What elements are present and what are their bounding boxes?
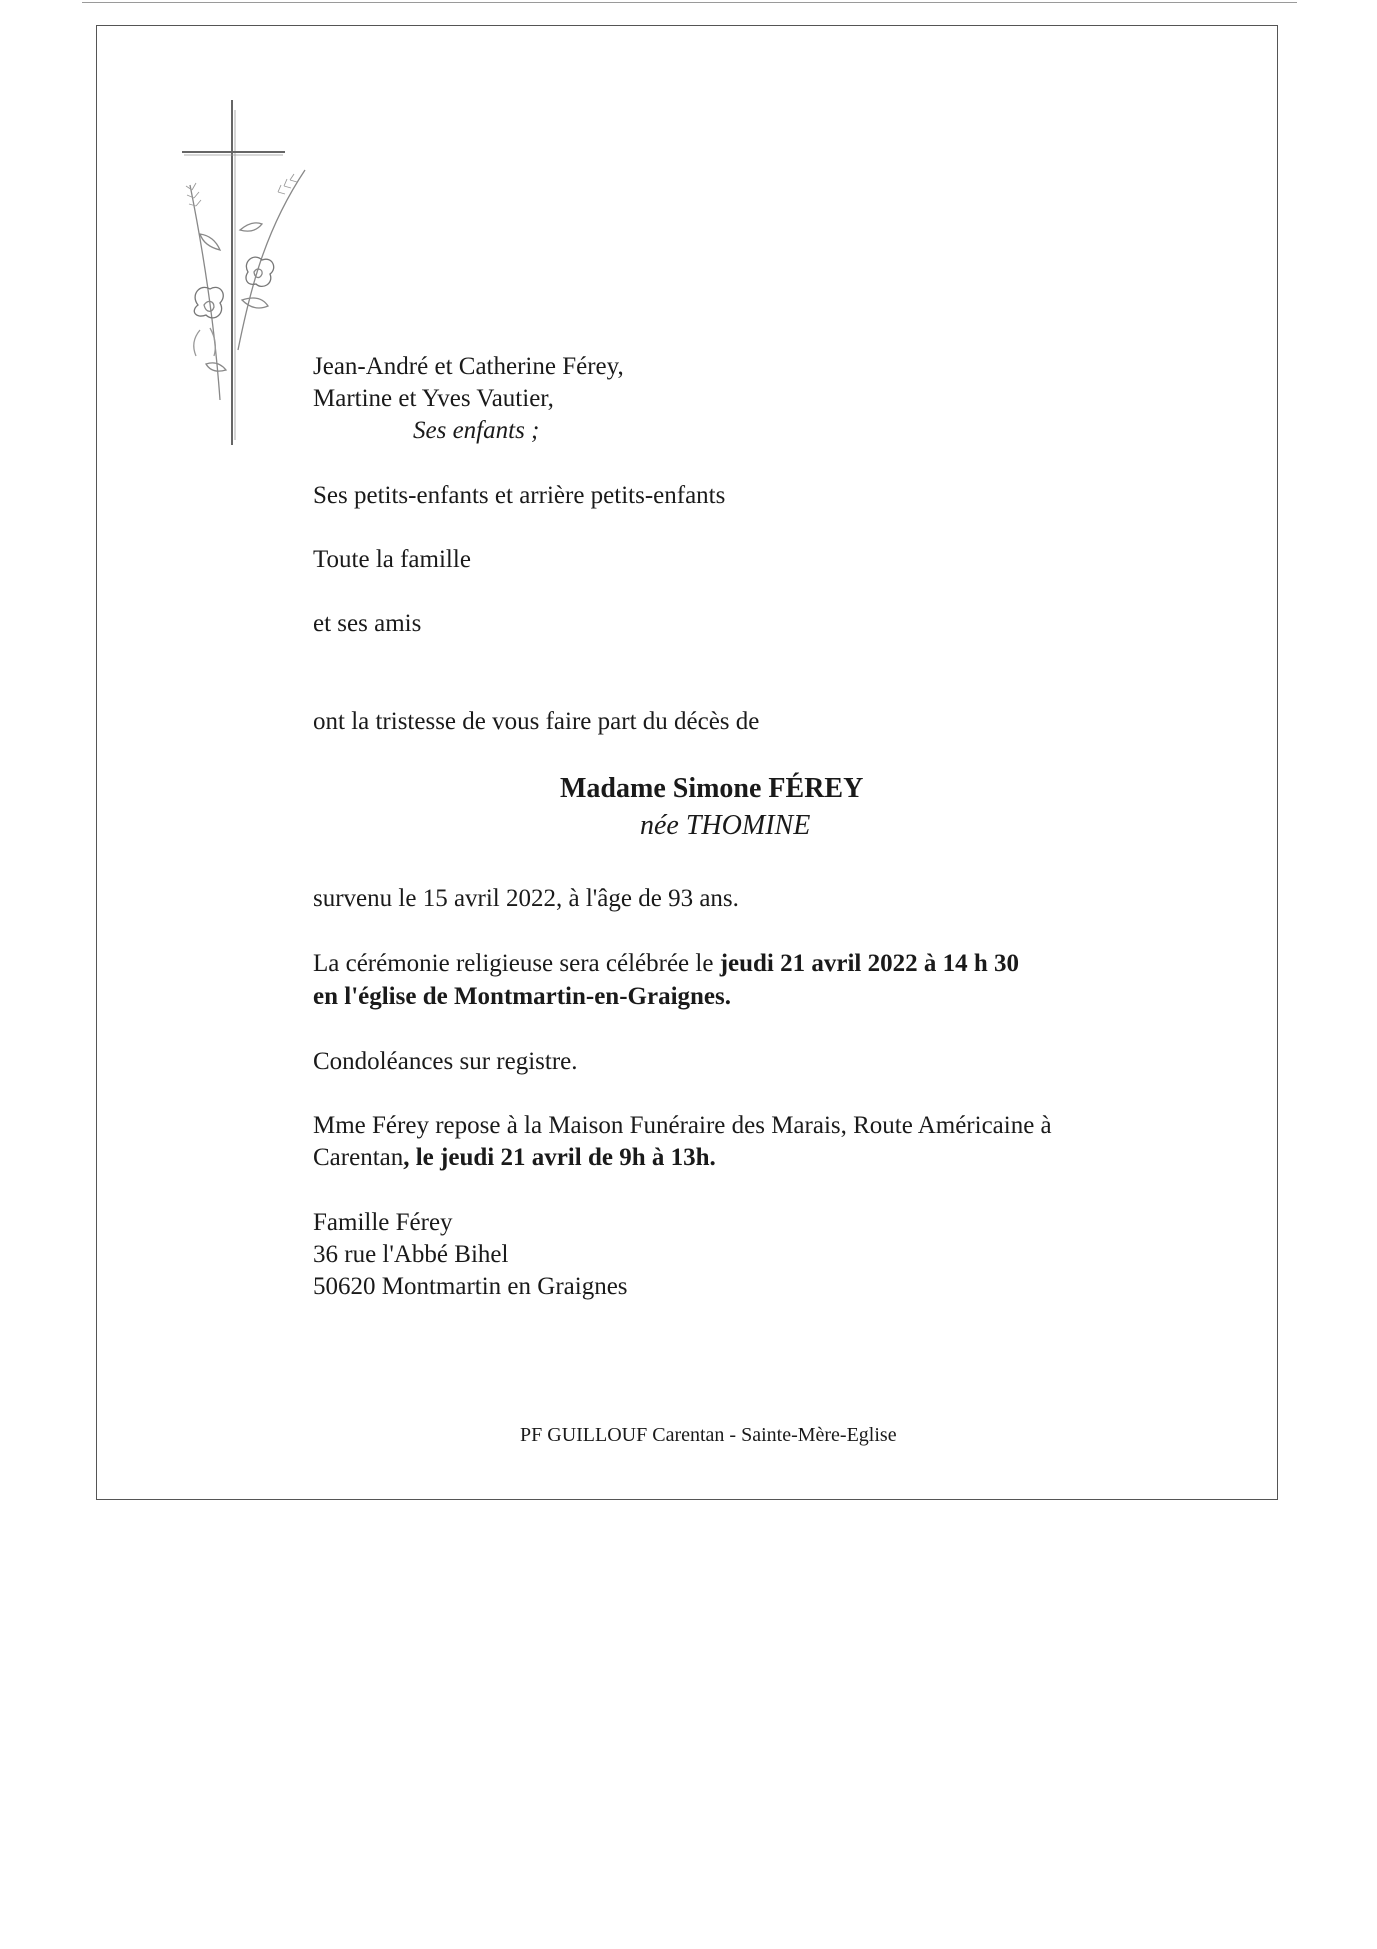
ceremony-place: en l'église de Montmartin-en-Graignes.	[313, 983, 731, 1010]
deceased-name: Madame Simone FÉREY	[560, 773, 864, 804]
ceremony-date-time: jeudi 21 avril 2022 à 14 h 30	[719, 950, 1020, 977]
scan-edge-line	[82, 2, 1297, 3]
cross-with-flowers-icon	[180, 100, 310, 450]
address-street: 36 rue l'Abbé Bihel	[313, 1241, 509, 1268]
address-city: 50620 Montmartin en Graignes	[313, 1273, 628, 1300]
whole-family-line: Toute la famille	[313, 546, 471, 573]
viewing-line-1: Mme Férey repose à la Maison Funéraire des Marais, Route Américaine à	[313, 1112, 1052, 1139]
condolences-line: Condoléances sur registre.	[313, 1048, 578, 1075]
viewing-town: Carentan	[313, 1144, 404, 1171]
viewing-date-time: , le jeudi 21 avril de 9h à 13h.	[403, 1144, 716, 1171]
death-info: survenu le 15 avril 2022, à l'âge de 93 ans.	[313, 885, 739, 912]
announcement-line: ont la tristesse de vous faire part du décès de	[313, 708, 760, 735]
viewing-line-2	[313, 1143, 716, 1173]
children-line-1: Jean-André et Catherine Férey,	[313, 353, 624, 380]
address-name: Famille Férey	[313, 1209, 453, 1236]
friends-line: et ses amis	[313, 610, 422, 637]
ceremony-intro: La cérémonie religieuse sera célébrée le	[313, 950, 720, 977]
children-caption: Ses enfants ;	[413, 417, 540, 444]
children-line-2: Martine et Yves Vautier,	[313, 385, 554, 412]
funeral-home-footer: PF GUILLOUF Carentan - Sainte-Mère-Eglise	[520, 1424, 897, 1446]
maiden-name: née THOMINE	[640, 810, 811, 841]
ceremony-line-1	[313, 949, 1019, 979]
grandchildren-line: Ses petits-enfants et arrière petits-enfants	[313, 482, 726, 509]
